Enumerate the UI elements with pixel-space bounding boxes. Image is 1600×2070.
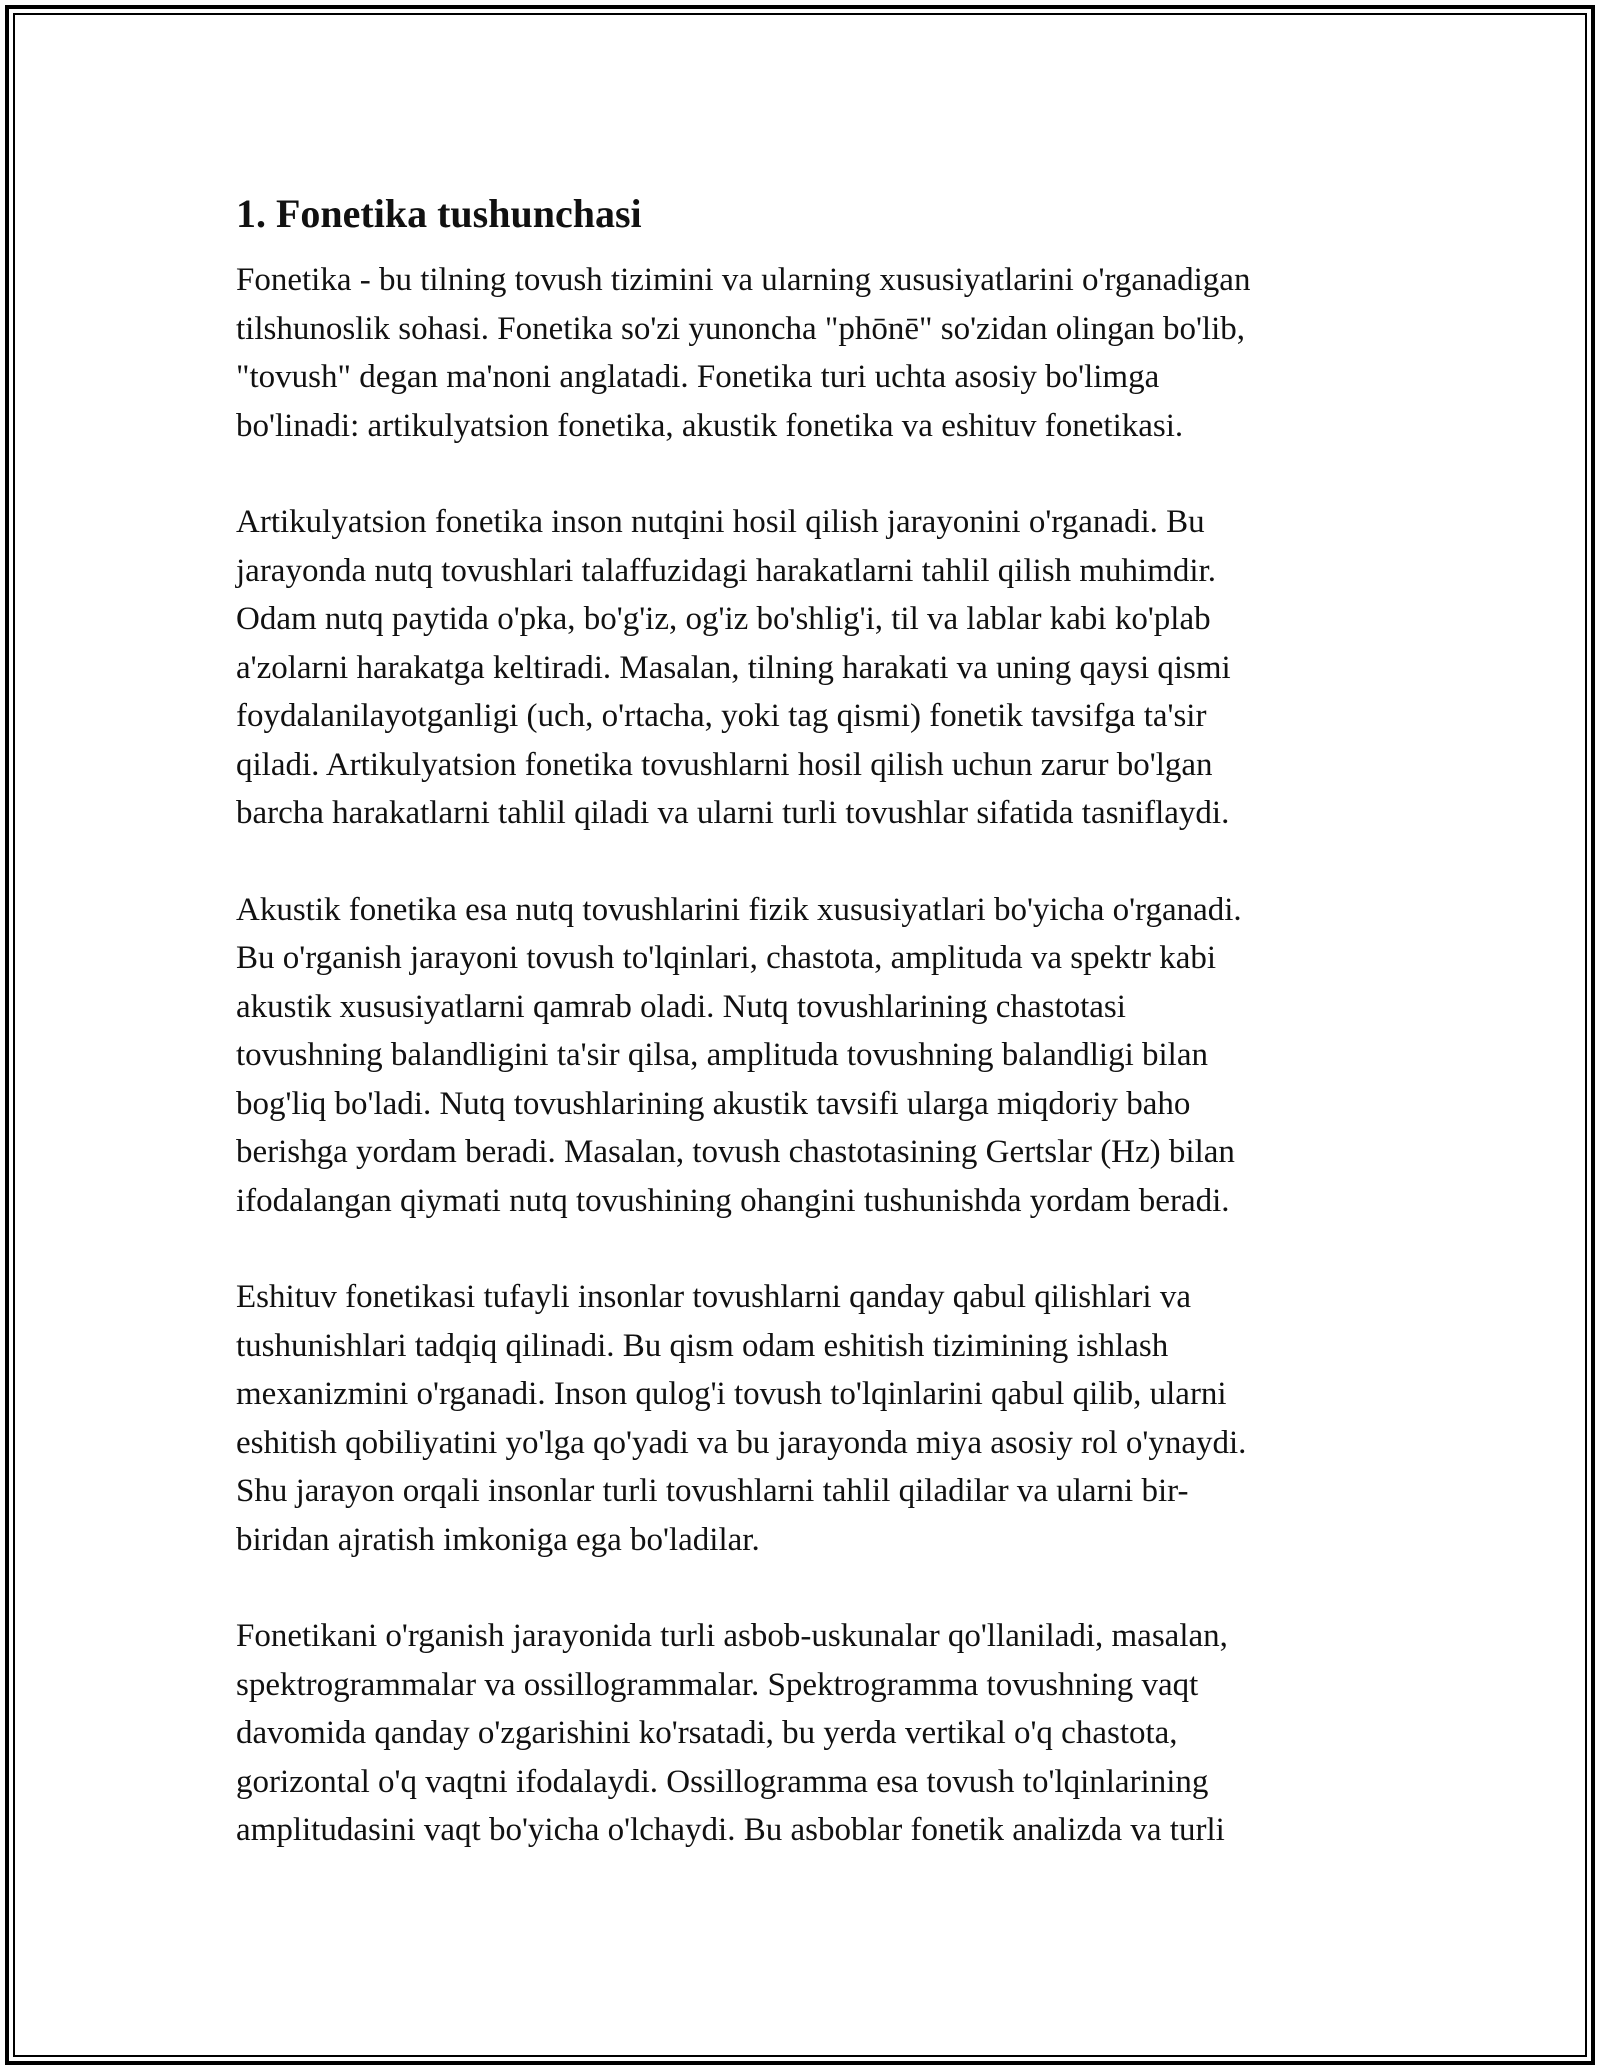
- paragraph-intro: Fonetika - bu tilning tovush tizimini va ularning xususiyatlarini o'rganadigan tilshunoslik sohasi. Fonetika so'zi yunoncha "phōnē" so'zidan olingan bo'lib, "tovush" degan ma'noni anglatadi. Fonetika turi uchta asosiy bo'limga bo'linadi: artikulyatsion fonetika, akustik fonetika va eshituv fonetikasi.: [236, 262, 1251, 444]
- paragraph-instruments: Fonetikani o'rganish jarayonida turli asbob-uskunalar qo'llaniladi, masalan, spektrogrammalar va ossillogrammalar. Spektrogramma tovushning vaqt davomida qanday o'zgarishini ko'rsatadi, bu yerda vertikal o'q chastota, gorizontal o'q vaqtni ifodalaydi. Ossillogramma esa tovush to'lqinlarining amplitudasini vaqt bo'yicha o'lchaydi. Bu asboblar fonetik analizda va turli: [236, 1618, 1228, 1848]
- document-body: [236, 186, 1376, 1855]
- section-heading: 1. Fonetika tushunchasi: [236, 191, 642, 236]
- paragraph-articulatory: Artikulyatsion fonetika inson nutqini hosil qilish jarayonini o'rganadi. Bu jarayonda nutq tovushlari talaffuzidagi harakatlarni tahlil qilish muhimdir. Odam nutq paytida o'pka, bo'g'iz, og'iz bo'shlig'i, til va lablar kabi ko'plab a'zolarni harakatga keltiradi. Masalan, tilning harakati va uning qaysi qismi foydalanilayotganligi (uch, o'rtacha, yoki tag qismi) fonetik tavsifga ta'sir qiladi. Artikulyatsion fonetika tovushlarni hosil qilish uchun zarur bo'lgan barcha harakatlarni tahlil qiladi va ularni turli tovushlar sifatida tasniflaydi.: [236, 504, 1231, 831]
- paragraph-acoustic: Akustik fonetika esa nutq tovushlarini fizik xususiyatlari bo'yicha o'rganadi. Bu o'rganish jarayoni tovush to'lqinlari, chastota, amplituda va spektr kabi akustik xususiyatlarni qamrab oladi. Nutq tovushlarining chastotasi tovushning balandligini ta'sir qilsa, amplituda tovushning balandligi bilan bog'liq bo'ladi. Nutq tovushlarining akustik tavsifi ularga miqdoriy baho berishga yordam beradi. Masalan, tovush chastotasining Gertslar (Hz) bilan ifodalangan qiymati nutq tovushining ohangini tushunishda yordam beradi.: [236, 891, 1242, 1219]
- paragraph-auditory: Eshituv fonetikasi tufayli insonlar tovushlarni qanday qabul qilishlari va tushunishlari tadqiq qilinadi. Bu qism odam eshitish tizimining ishlash mexanizmini o'rganadi. Inson qulog'i tovush to'lqinlarini qabul qilib, ularni eshitish qobiliyatini yo'lga qo'yadi va bu jarayonda miya asosiy rol o'ynaydi. Shu jarayon orqali insonlar turli tovushlarni tahlil qiladilar va ularni bir- biridan ajratish imkoniga ega bo'ladilar.: [236, 1279, 1247, 1558]
